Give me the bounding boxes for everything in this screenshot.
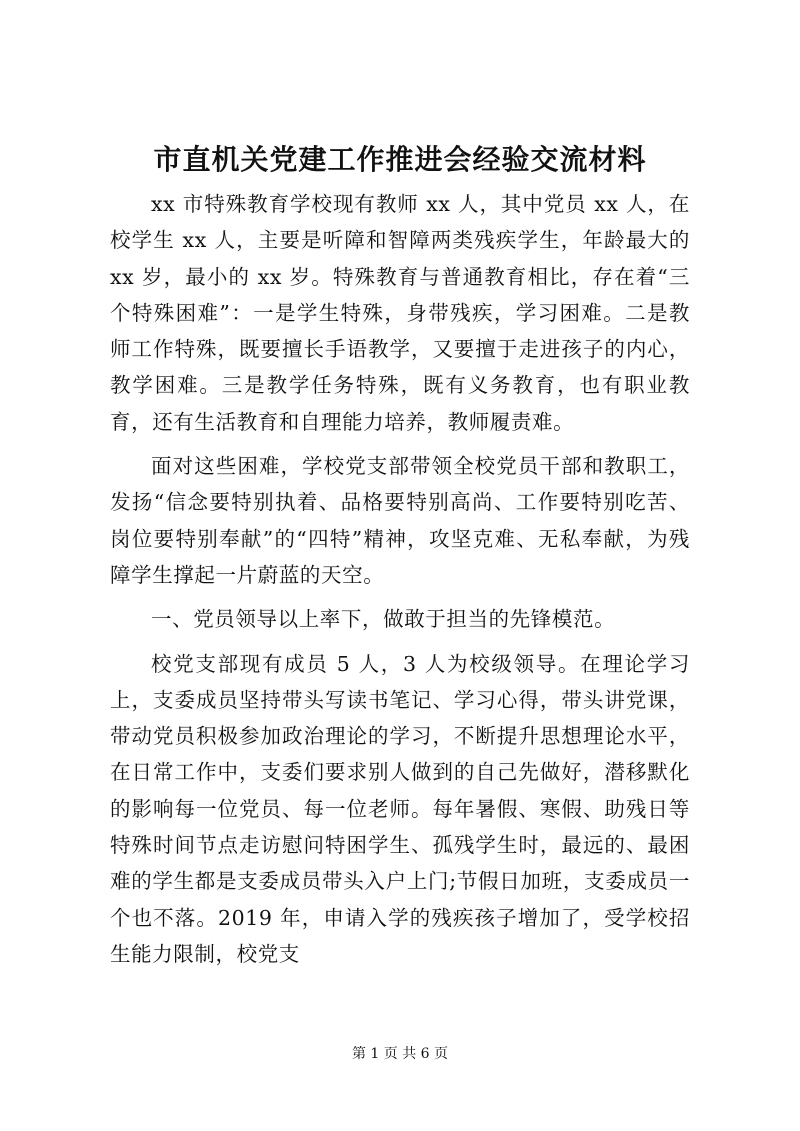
document-title: 市直机关党建工作推进会经验交流材料 (153, 143, 647, 176)
paragraph-branch: 校党支部现有成员 5 人，3 人为校级领导。在理论学习上，支委成员坚持带头写读书笔记、学习心得，带头讲党课，带动党员积极参加政治理论的学习，不断提升思想理论水平，在日常工作中，支委们要求别人做到的自己先做好，潜移默化的影响每一位党员、每一位老师。每年暑假、寒假、助残日等特殊时间节点走访慰问特困学生、孤残学生时，最远的、最困难的学生都是支委成员带头入户上门;节假日加班，支委成员一个也不落。2019 年，申请入学的残疾孩子增加了，受学校招生能力限制，校党支 (110, 651, 690, 966)
document-body (110, 186, 690, 980)
paragraph-intro: xx 市特殊教育学校现有教师 xx 人，其中党员 xx 人，在校学生 xx 人，主要是听障和智障两类残疾学生，年龄最大的 xx 岁，最小的 xx 岁。特殊教育与普通教育相比，存在着“三个特殊困难”：一是学生特殊，身带残疾，学习困难。二是教师工作特殊，既要擅长手语教学，又要擅于走进孩子的内心，教学困难。三是教学任务特殊，既有义务教育，也有职业教育，还有生活教育和自理能力培养，教师履责难。 (110, 192, 690, 434)
paragraph-spirit: 面对这些困难，学校党支部带领全校党员干部和教职工，发扬“信念要特别执着、品格要特别高尚、工作要特别吃苦、岗位要特别奉献”的“四特”精神，攻坚克难、无私奉献，为残障学生撑起一片蔚蓝的天空。 (110, 454, 690, 587)
page-footer: 第 1 页 共 6 页 (351, 1046, 449, 1062)
section-heading-1: 一、党员领导以上率下，做敢于担当的先锋模范。 (151, 607, 616, 632)
